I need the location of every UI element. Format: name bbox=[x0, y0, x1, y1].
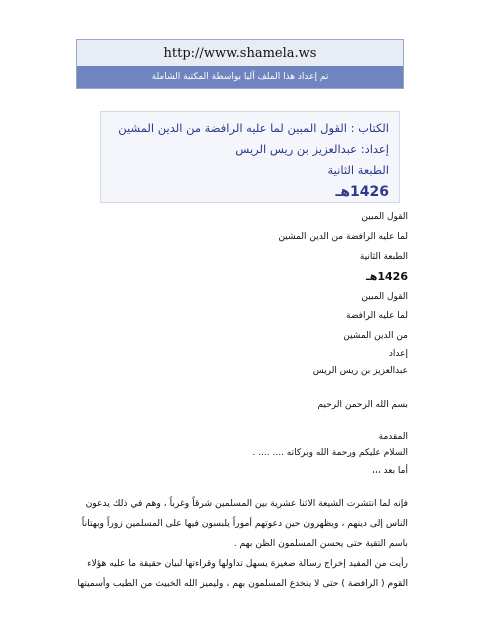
body-line: السلام عليكم ورحمة الله وبركاته .... .... . bbox=[252, 448, 408, 458]
book-title-box bbox=[100, 111, 400, 203]
paragraph-line: رأيت من المفيد إخراج رسالة صغيرة يسهل تداولها وقراءتها لبيان حقيقة ما عليه هؤلاء bbox=[87, 558, 408, 569]
book-year: 1426هـ bbox=[335, 184, 389, 200]
body-line: عبدالعزيز بن ريس الريس bbox=[312, 366, 408, 376]
body-line: القول المبين bbox=[361, 292, 408, 302]
body-line: لما عليه الرافضة من الدين المشين bbox=[278, 232, 408, 242]
banner-url[interactable]: http://www.shamela.ws bbox=[77, 40, 403, 66]
body-line: أما بعد ،،، bbox=[371, 466, 408, 476]
book-author: إعداد: عبدالعزيز بن ريس الريس bbox=[235, 142, 389, 156]
body-line: من الدين المشين bbox=[343, 331, 408, 341]
paragraph-line: باسم التقية حتى يحسن المسلمون الظن بهم . bbox=[233, 538, 408, 549]
body-line: القول المبين bbox=[361, 212, 408, 222]
shamela-banner bbox=[76, 39, 404, 89]
banner-note: تم إعداد هذا الملف آليا بواسطة المكتبة الشاملة bbox=[77, 66, 403, 88]
book-title: الكتاب : القول المبين لما عليه الرافضة من الدين المشين bbox=[118, 121, 389, 135]
paragraph-line: الناس إلى دينهم ، ويظهرون حين دعوتهم أموراً يلبسون فيها على المسلمين زوراً وبهتاناً bbox=[81, 518, 408, 529]
body-line: الطبعة الثانية bbox=[359, 252, 408, 262]
body-line: لما عليه الرافضة bbox=[346, 311, 408, 321]
paragraph-line: القوم ( الرافضة ) حتى لا ينخدع المسلمون بهم ، وليميز الله الخبيث من الطيب وأسميتها bbox=[77, 578, 408, 589]
paragraph-line: فإنه لما انتشرت الشيعة الاثنا عشرية بين المسلمين شرقاً وغرباً ، وهم في ذلك يدعون bbox=[85, 498, 408, 509]
section-heading: المقدمة bbox=[378, 432, 408, 442]
book-edition: الطبعة الثانية bbox=[327, 163, 389, 177]
body-line: بسم الله الرحمن الرحيم bbox=[317, 400, 408, 410]
body-year: 1426هـ bbox=[365, 270, 408, 283]
body-line: إعداد bbox=[388, 349, 408, 359]
